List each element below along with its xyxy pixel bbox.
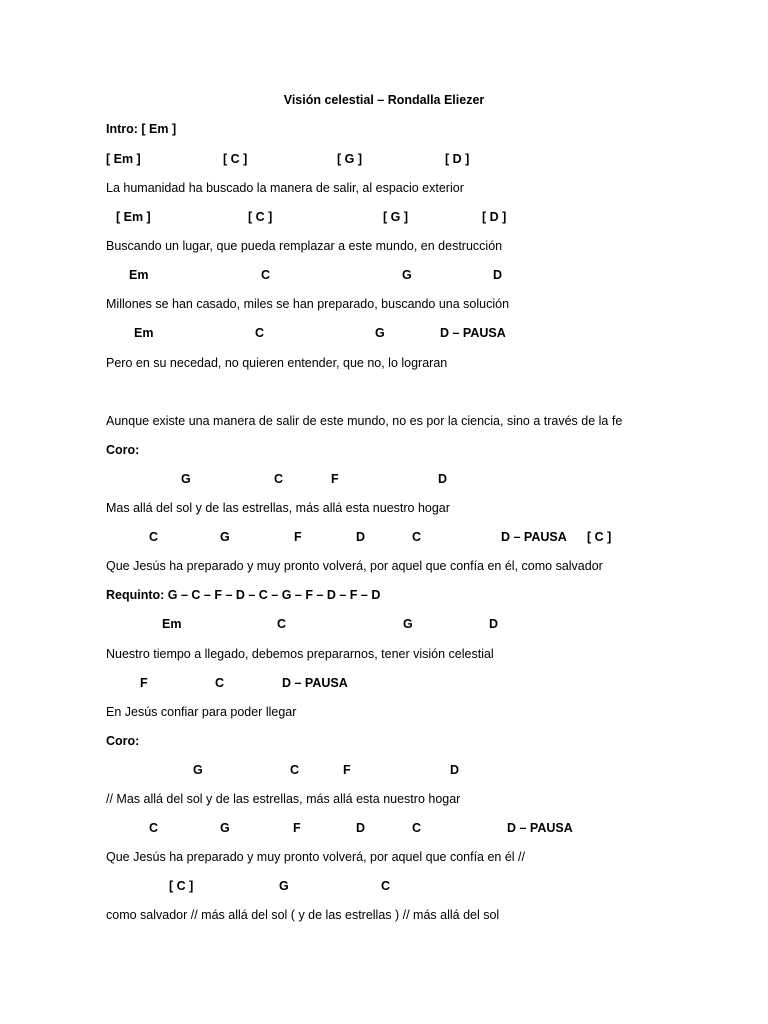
chord: Em xyxy=(134,326,154,340)
chord: [ Em ] xyxy=(106,152,141,166)
lyric-line: Nuestro tiempo a llegado, debemos prepararnos, tener visión celestial xyxy=(106,647,494,661)
lyric-line: Que Jesús ha preparado y muy pronto volverá, por aquel que confía en él // xyxy=(106,850,526,864)
chord: [ Em ] xyxy=(116,210,151,224)
chord: [ D ] xyxy=(482,210,507,224)
chord: F xyxy=(343,763,351,777)
chord: F xyxy=(331,472,339,486)
chord: F xyxy=(293,821,301,835)
chord: G xyxy=(181,472,191,486)
lyric-line: La humanidad ha buscado la manera de salir, al espacio exterior xyxy=(106,181,464,195)
lyric-line: Millones se han casado, miles se han preparado, buscando una solución xyxy=(106,297,510,311)
chord: G xyxy=(403,617,413,631)
chord: D xyxy=(356,530,366,544)
chord: G xyxy=(375,326,385,340)
requinto-line: Requinto: G – C – F – D – C – G – F – D – F – D xyxy=(106,588,381,602)
chord: D xyxy=(356,821,366,835)
chord: C xyxy=(381,879,391,893)
chorus-label: Coro: xyxy=(106,443,140,457)
chord: D – PAUSA xyxy=(440,326,506,340)
chord: C xyxy=(261,268,271,282)
chord: C xyxy=(277,617,287,631)
chord: D – PAUSA xyxy=(507,821,573,835)
lyric-line: Que Jesús ha preparado y muy pronto volverá, por aquel que confía en él, como salvador xyxy=(106,559,603,573)
chord: G xyxy=(279,879,289,893)
chord: G xyxy=(220,530,230,544)
chord: [ D ] xyxy=(445,152,470,166)
lyric-line: Buscando un lugar, que pueda remplazar a este mundo, en destrucción xyxy=(106,239,503,253)
chord: D xyxy=(450,763,460,777)
chord: C xyxy=(149,821,159,835)
chord: [ C ] xyxy=(223,152,248,166)
chord: D xyxy=(489,617,499,631)
chord: C xyxy=(215,676,225,690)
lyric-line: como salvador // más allá del sol ( y de las estrellas ) // más allá del sol xyxy=(106,908,500,922)
lyric-line: Mas allá del sol y de las estrellas, más allá esta nuestro hogar xyxy=(106,501,450,515)
chord: [ C ] xyxy=(169,879,194,893)
intro-line: Intro: [ Em ] xyxy=(106,122,177,136)
chord: C xyxy=(412,821,422,835)
page-title: Visión celestial – Rondalla Eliezer xyxy=(283,93,485,107)
chord: C xyxy=(290,763,300,777)
chord: D – PAUSA xyxy=(501,530,567,544)
chord: F xyxy=(294,530,302,544)
chord: D xyxy=(438,472,448,486)
chord: [ G ] xyxy=(337,152,362,166)
lyric-line: En Jesús confiar para poder llegar xyxy=(106,705,297,719)
lyric-line: // Mas allá del sol y de las estrellas, más allá esta nuestro hogar xyxy=(106,792,461,806)
chord: [ C ] xyxy=(587,530,612,544)
chord: Em xyxy=(129,268,149,282)
chord: G xyxy=(402,268,412,282)
lyric-line: Pero en su necedad, no quieren entender, que no, lo lograran xyxy=(106,356,448,370)
chord: C xyxy=(274,472,284,486)
chord: G xyxy=(193,763,203,777)
chord: C xyxy=(255,326,265,340)
chord: C xyxy=(412,530,422,544)
chord: [ C ] xyxy=(248,210,273,224)
chorus-label: Coro: xyxy=(106,734,140,748)
chord: [ G ] xyxy=(383,210,408,224)
chord: Em xyxy=(162,617,182,631)
chord: F xyxy=(140,676,148,690)
chord: C xyxy=(149,530,159,544)
chord: D – PAUSA xyxy=(282,676,348,690)
chord: G xyxy=(220,821,230,835)
chord: D xyxy=(493,268,503,282)
lyric-line: Aunque existe una manera de salir de este mundo, no es por la ciencia, sino a través de la fe xyxy=(106,414,623,428)
